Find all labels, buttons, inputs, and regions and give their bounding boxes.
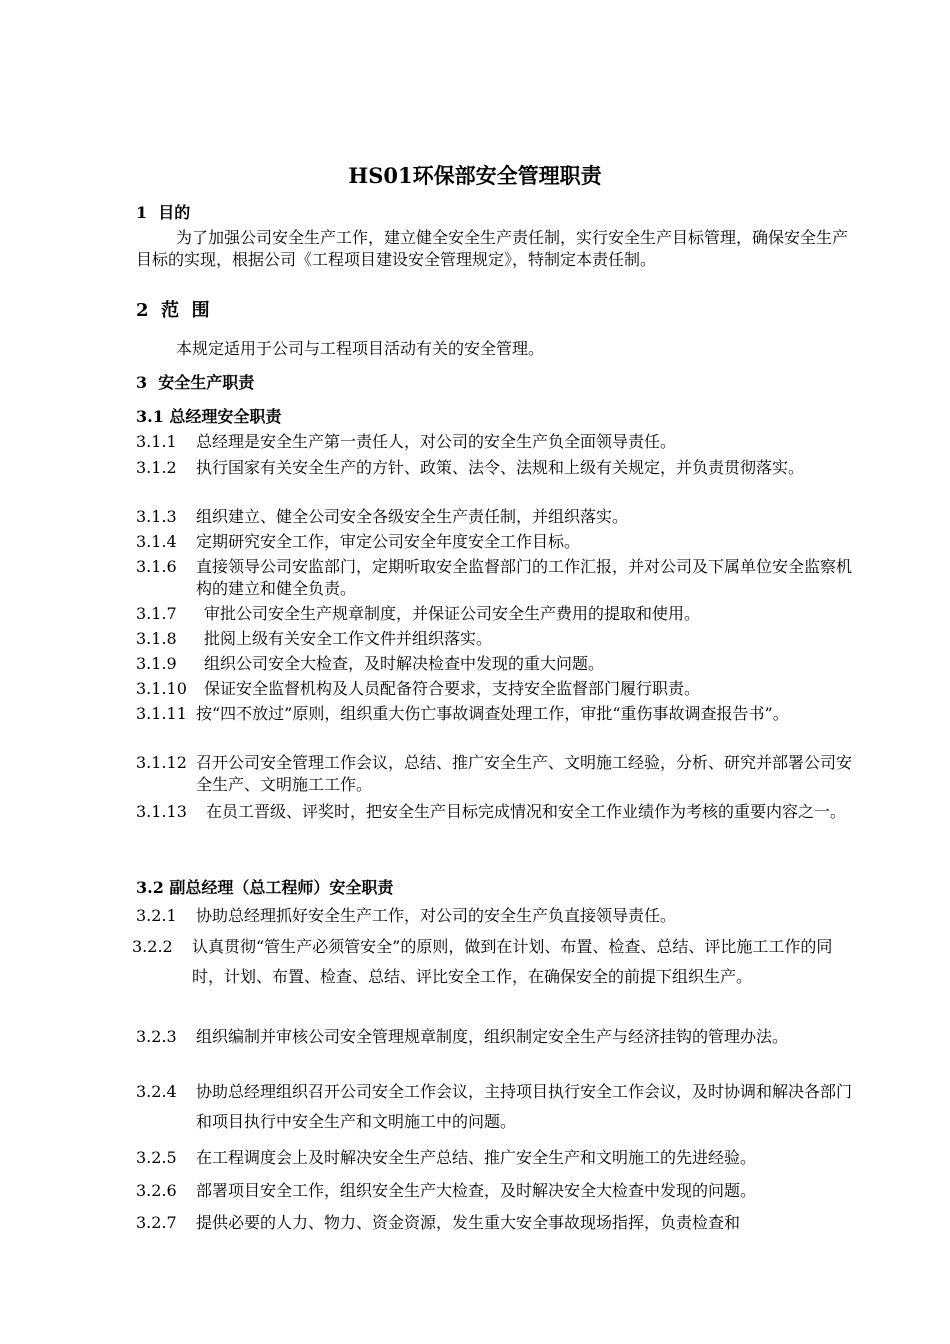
section-body-scope: 本规定适用于公司与工程项目活动有关的安全管理。 (176, 339, 545, 358)
item-number: 3.1.1 (136, 432, 177, 451)
item-text: 审批公司安全生产规章制度，并保证公司安全生产费用的提取和使用。 (204, 604, 701, 623)
item-text: 直接领导公司安监部门，定期听取安全监督部门的工作汇报，并对公司及下属单位安全监察机构的建立和健全负责。 (196, 557, 853, 598)
item-number: 3.1.2 (136, 458, 177, 477)
section-heading-scope: 2 范 围 (136, 300, 210, 321)
item-number: 3.2.6 (136, 1181, 177, 1200)
item-text: 保证安全监督机构及人员配备符合要求，支持安全监督部门履行职责。 (204, 679, 701, 698)
item-text: 召开公司安全管理工作会议，总结、推广安全生产、文明施工经验，分析、研究并部署公司安全生产、文明施工工作。 (196, 753, 853, 794)
item-text: 组织公司安全大检查，及时解决检查中发现的重大问题。 (204, 654, 605, 673)
item-text: 组织建立、健全公司安全各级安全生产责任制，并组织落实。 (196, 507, 629, 526)
item-text: 按“四不放过”原则，组织重大伤亡事故调查处理工作，审批“重伤事故调查报告书”。 (196, 704, 789, 723)
item-number: 3.2.4 (136, 1082, 177, 1101)
subsection-heading-deputy-gm: 3.2 副总经理（总工程师）安全职责 (136, 878, 394, 897)
section-body-purpose: 为了加强公司安全生产工作，建立健全安全生产责任制，实行安全生产目标管理，确保安全生产目标的实现，根据公司《工程项目建设安全管理规定》，特制定本责任制。 (136, 228, 849, 269)
document-title: HS01环保部安全管理职责 (348, 163, 602, 188)
item-number: 3.1.9 (136, 654, 177, 673)
subsection-heading-gm: 3.1 总经理安全职责 (136, 407, 282, 426)
item-text: 协助总经理抓好安全生产工作，对公司的安全生产负直接领导责任。 (196, 906, 677, 925)
item-text: 总经理是安全生产第一责任人，对公司的安全生产负全面领导责任。 (196, 432, 677, 451)
item-number: 3.1.10 (136, 679, 187, 698)
item-number: 3.1.13 (136, 802, 187, 821)
item-text: 执行国家有关安全生产的方针、政策、法令、法规和上级有关规定，并负责贯彻落实。 (196, 458, 805, 477)
item-text: 在员工晋级、评奖时，把安全生产目标完成情况和安全工作业绩作为考核的重要内容之一。 (206, 802, 847, 821)
item-number: 3.2.2 (132, 937, 173, 956)
item-text: 批阅上级有关安全工作文件并组织落实。 (204, 629, 493, 648)
item-number: 3.1.11 (136, 704, 187, 723)
item-number: 3.2.1 (136, 906, 177, 925)
item-text: 认真贯彻“管生产必须管安全”的原则，做到在计划、布置、检查、总结、评比施工工作的同时，计划、布置、检查、总结、评比安全工作，在确保安全的前提下组织生产。 (192, 937, 833, 986)
item-number: 3.2.3 (136, 1027, 177, 1046)
item-number: 3.1.4 (136, 532, 177, 551)
item-number: 3.2.7 (136, 1213, 177, 1232)
item-text: 定期研究安全工作，审定公司安全年度安全工作目标。 (196, 532, 581, 551)
section-heading-purpose: 1 目的 (136, 203, 191, 222)
item-number: 3.1.12 (136, 753, 187, 772)
item-number: 3.2.5 (136, 1148, 177, 1167)
item-text: 组织编制并审核公司安全管理规章制度，组织制定安全生产与经济挂钩的管理办法。 (196, 1027, 789, 1046)
item-number: 3.1.8 (136, 629, 177, 648)
section-heading-duties: 3 安全生产职责 (136, 373, 255, 392)
item-number: 3.1.6 (136, 557, 177, 576)
item-number: 3.1.7 (136, 604, 177, 623)
item-text: 提供必要的人力、物力、资金资源，发生重大安全事故现场指挥，负责检查和 (196, 1213, 741, 1232)
item-number: 3.1.3 (136, 507, 177, 526)
item-text: 协助总经理组织召开公司安全工作会议，主持项目执行安全工作会议，及时协调和解决各部门和项目执行中安全生产和文明施工中的问题。 (196, 1082, 853, 1131)
item-text: 在工程调度会上及时解决安全生产总结、推广安全生产和文明施工的先进经验。 (196, 1148, 757, 1167)
item-text: 部署项目安全工作，组织安全生产大检查，及时解决安全大检查中发现的问题。 (196, 1181, 757, 1200)
